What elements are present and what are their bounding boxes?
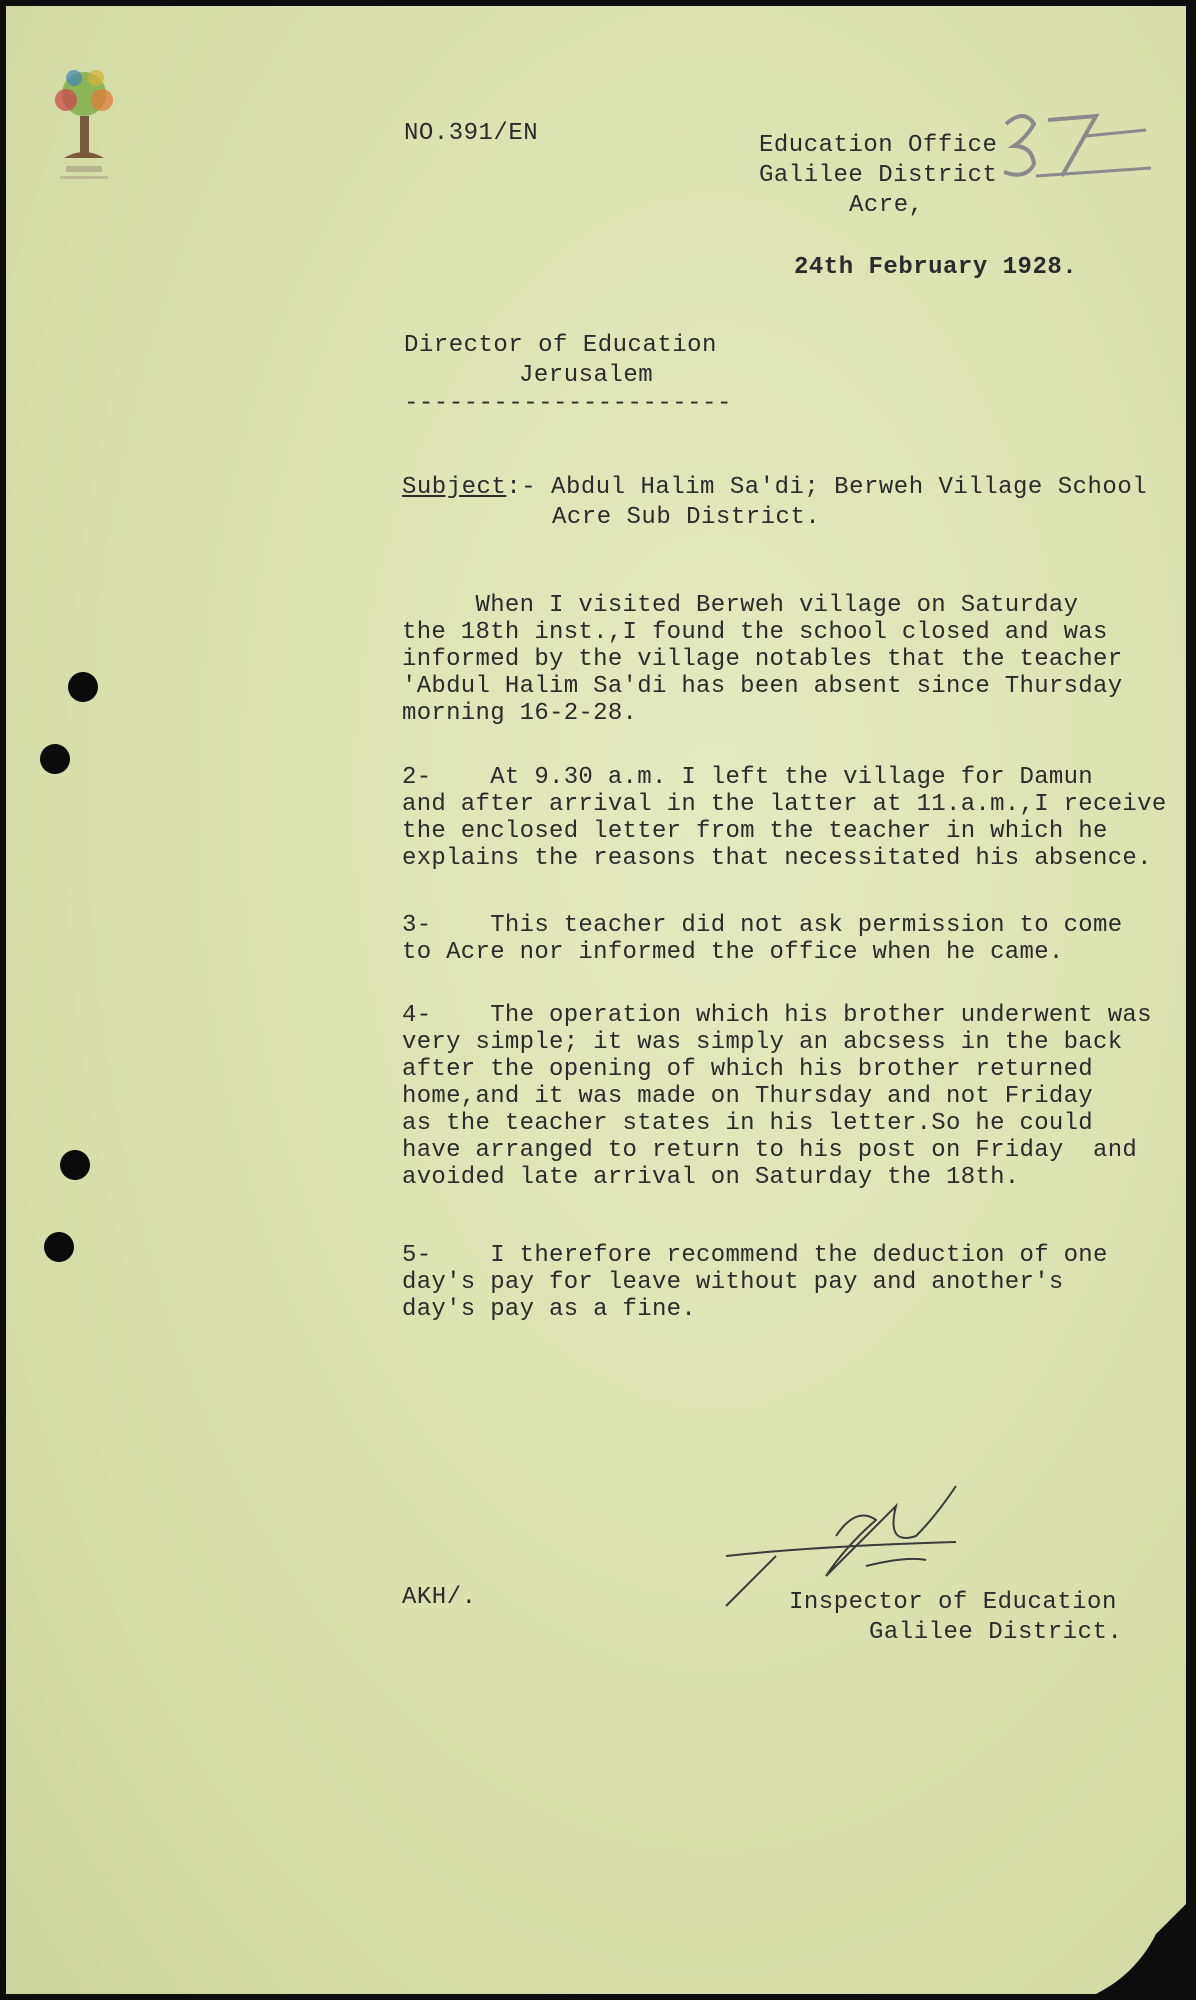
punch-hole-icon xyxy=(60,1150,90,1180)
office-line-3: Acre, xyxy=(849,192,924,219)
subject-text: :- Abdul Halim Sa'di; Berweh Village School xyxy=(506,474,1148,501)
paragraph-2: 2- At 9.30 a.m. I left the village for Damun and after arrival in the latter at 11.a.m.,I receive the enclosed letter from the teacher in which he explains the reasons that necessitated his absence. xyxy=(402,764,1167,872)
letter-date: 24th February 1928. xyxy=(794,254,1078,281)
addressee-line-1: Director of Education xyxy=(404,332,717,359)
paragraph-4: 4- The operation which his brother underwent was very simple; it was simply an abcsess in the back after the opening of which his brother returned home,and it was made on Thursday and not Friday as the teacher states in his letter.So he could have arranged to return to his post on Friday and avoided late arrival on Saturday the 18th. xyxy=(402,1002,1152,1191)
paragraph-1: When I visited Berweh village on Saturday the 18th inst.,I found the school closed and was informed by the village notables that the teacher 'Abdul Halim Sa'di has been absent since Thursday morning 16-2-28. xyxy=(402,592,1123,727)
typist-initials: AKH/. xyxy=(402,1584,477,1611)
letter-page xyxy=(6,6,1186,1994)
punch-hole-icon xyxy=(68,672,98,702)
reference-number: NO.391/EN xyxy=(404,120,539,147)
addressee-rule: ---------------------- xyxy=(404,390,732,417)
subject-line-2: Acre Sub District. xyxy=(552,504,821,531)
paragraph-3: 3- This teacher did not ask permission to come to Acre nor informed the office when he came. xyxy=(402,912,1123,966)
subject-line-1 xyxy=(402,474,1147,502)
addressee-line-2: Jerusalem xyxy=(519,362,654,389)
office-line-2: Galilee District xyxy=(759,162,998,189)
office-line-1: Education Office xyxy=(759,132,998,159)
pencil-folio-mark xyxy=(996,106,1156,186)
signatory-title-2: Galilee District. xyxy=(869,1619,1123,1646)
paragraph-5: 5- I therefore recommend the deduction of one day's pay for leave without pay and another's day's pay as a fine. xyxy=(402,1242,1108,1323)
punch-hole-icon xyxy=(44,1232,74,1262)
signatory-title-1: Inspector of Education xyxy=(789,1589,1117,1616)
archive-logo-tree-icon xyxy=(44,56,124,186)
punch-hole-icon xyxy=(40,744,70,774)
torn-corner xyxy=(1096,1904,1186,1994)
subject-label: Subject xyxy=(402,474,507,501)
